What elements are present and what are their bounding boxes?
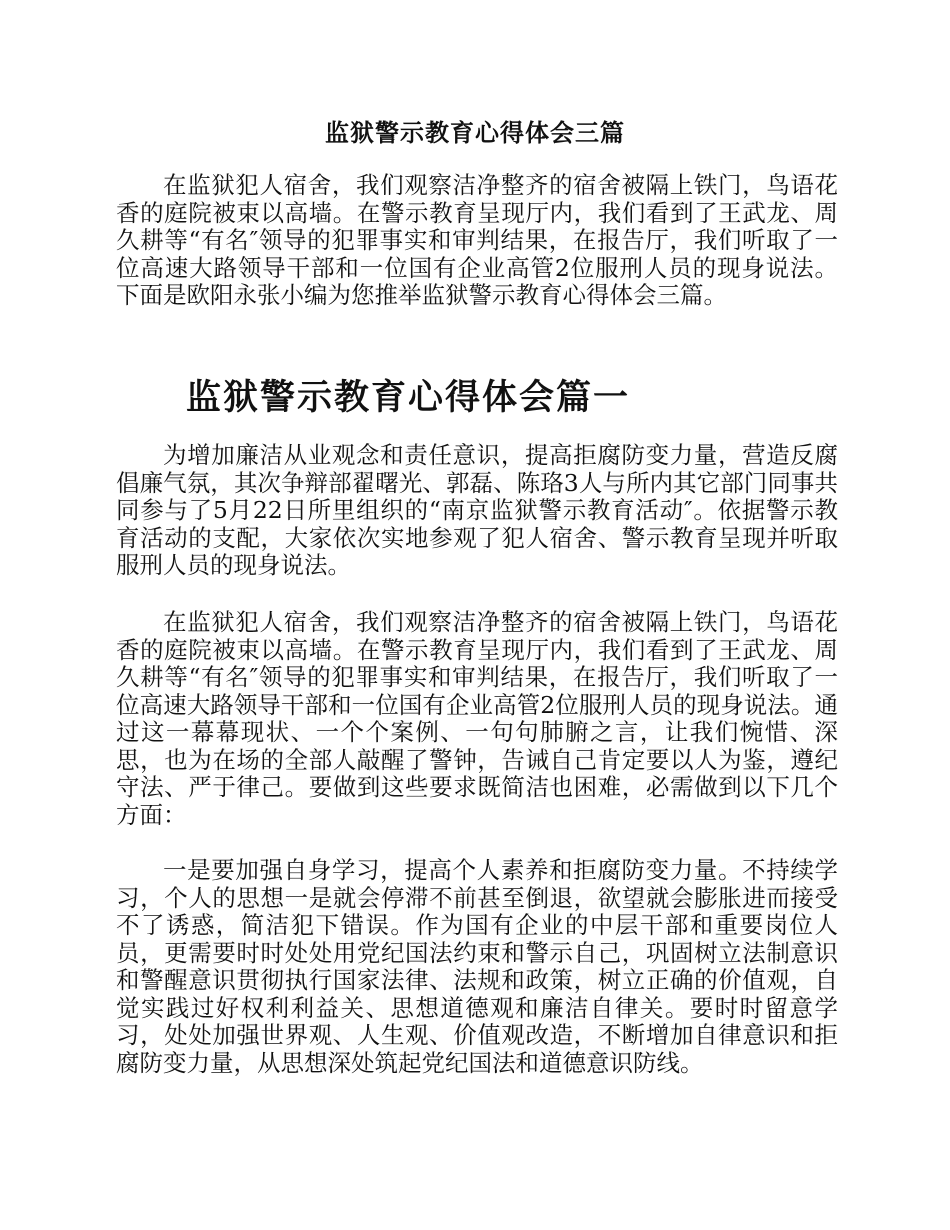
body-paragraph-3: 一是要加强自身学习，提高个人素养和拒腐防变力量。不持续学习，个人的思想一是就会停滞不前甚至倒退，欲望就会膨胀进而接受不了诱惑，简洁犯下错误。作为国有企业的中层干部和重要岗位人员，更需要时时处处用党纪国法约束和警示自己，巩固树立法制意识和警醒意识贯彻执行国家法律、法规和政策，树立正确的价值观，自觉实践过好权利利益关、思想道德观和廉洁自律关。要时时留意学习，处处加强世界观、人生观、价值观改造，不断增加自律意识和拒腐防变力量，从思想深处筑起党纪国法和道德意识防线。 — [116, 856, 838, 1077]
body-paragraph-1: 为增加廉洁从业观念和责任意识，提高拒腐防变力量，营造反腐倡廉气氛，其次争辩部翟曙光、郭磊、陈珞3人与所内其它部门同事共同参与了5月22日所里组织的“南京监狱警示教育活动″。依据警示教育活动的支配，大家依次实地参观了犯人宿舍、警示教育呈现并听取服刑人员的现身说法。 — [116, 441, 838, 579]
document-title: 监狱警示教育心得体会三篇 — [325, 118, 625, 147]
intro-paragraph: 在监狱犯人宿舍，我们观察洁净整齐的宿舍被隔上铁门，鸟语花香的庭院被束以高墙。在警示教育呈现厅内，我们看到了王武龙、周久耕等“有名″领导的犯罪事实和审判结果，在报告厅，我们听取了一位高速大路领导干部和一位国有企业高管2位服刑人员的现身说法。 下面是欧阳永张小编为您推举监狱警示教育心得体会三篇。 — [116, 171, 838, 309]
section-heading: 监狱警示教育心得体会篇一 — [186, 377, 631, 418]
body-paragraph-2: 在监狱犯人宿舍，我们观察洁净整齐的宿舍被隔上铁门，鸟语花香的庭院被束以高墙。在警示教育呈现厅内，我们看到了王武龙、周久耕等“有名″领导的犯罪事实和审判结果，在报告厅，我们听取了一位高速大路领导干部和一位国有企业高管2位服刑人员的现身说法。通过这一幕幕现状、一个个案例、一句句肺腑之言，让我们惋惜、深思，也为在场的全部人敲醒了警钟，告诫自己肯定要以人为鉴，遵纪守法、严于律己。要做到这些要求既简洁也困难，必需做到以下几个方面： — [116, 608, 838, 829]
